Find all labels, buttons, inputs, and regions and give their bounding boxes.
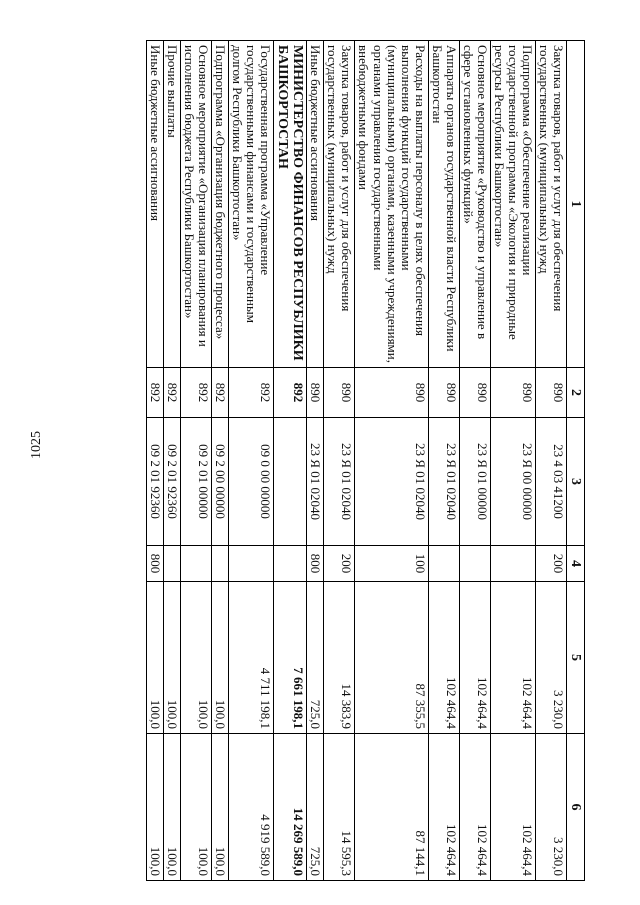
header-col-6: 6 <box>566 734 584 881</box>
cell-name: Государственная программа «Управление государственными финансами и государственным долгом Республики Башкортостан» <box>229 41 274 368</box>
cell-expense-type: 200 <box>535 546 566 582</box>
table-row <box>459 41 490 881</box>
cell-amount-year-2: 102 464,4 <box>459 734 490 881</box>
header-col-5: 5 <box>566 582 584 734</box>
table-row <box>535 41 566 881</box>
header-col-3: 3 <box>566 418 584 546</box>
cell-grbs-code: 892 <box>274 368 307 418</box>
cell-expense-type <box>459 546 490 582</box>
cell-target-article: 09 2 01 92360 <box>163 418 180 546</box>
cell-target-article: 09 2 01 92360 <box>146 418 163 546</box>
cell-grbs-code: 892 <box>229 368 274 418</box>
cell-grbs-code: 892 <box>212 368 229 418</box>
cell-target-article: 23 4 03 41200 <box>535 418 566 546</box>
cell-grbs-code: 890 <box>428 368 459 418</box>
cell-name: МИНИСТЕРСТВО ФИНАНСОВ РЕСПУБЛИКИ БАШКОРТОСТАН <box>274 41 307 368</box>
cell-name: Расходы на выплаты персоналу в целях обеспечения выполнения функций государственными (муниципальными) органами, казенными учреждениями, органами управления государственными внебюджетными фондами <box>355 41 428 368</box>
cell-target-article: 23 Я 01 02040 <box>324 418 355 546</box>
table-row <box>307 41 324 881</box>
table-row <box>229 41 274 881</box>
cell-expense-type <box>229 546 274 582</box>
cell-target-article: 23 Я 01 00000 <box>459 418 490 546</box>
cell-amount-year-1: 87 355,5 <box>355 582 428 734</box>
cell-name: Иные бюджетные ассигнования <box>146 41 163 368</box>
cell-name: Прочие выплаты <box>163 41 180 368</box>
cell-name: Подпрограмма «Обеспечение реализации государственной программы «Экология и природные ресурсы Республики Башкортостан» <box>490 41 535 368</box>
cell-target-article: 09 2 01 00000 <box>180 418 211 546</box>
table-row <box>324 41 355 881</box>
cell-amount-year-2: 87 144,1 <box>355 734 428 881</box>
cell-grbs-code: 890 <box>324 368 355 418</box>
cell-amount-year-2: 3 230,0 <box>535 734 566 881</box>
cell-expense-type <box>180 546 211 582</box>
cell-target-article: 23 Я 00 00000 <box>490 418 535 546</box>
cell-amount-year-2: 14 595,3 <box>324 734 355 881</box>
table-row <box>146 41 163 881</box>
cell-amount-year-1: 100,0 <box>212 582 229 734</box>
table-row <box>180 41 211 881</box>
cell-name: Закупка товаров, работ и услуг для обеспечения государственных (муниципальных) нужд <box>324 41 355 368</box>
cell-target-article <box>274 418 307 546</box>
cell-target-article: 23 Я 01 02040 <box>355 418 428 546</box>
cell-target-article: 23 Я 01 02040 <box>428 418 459 546</box>
cell-amount-year-1: 102 464,4 <box>490 582 535 734</box>
header-col-1: 1 <box>566 41 584 368</box>
table-header-row <box>566 41 584 881</box>
cell-expense-type <box>428 546 459 582</box>
cell-amount-year-2: 102 464,4 <box>428 734 459 881</box>
cell-name: Иные бюджетные ассигнования <box>307 41 324 368</box>
cell-amount-year-1: 102 464,4 <box>459 582 490 734</box>
cell-target-article: 23 Я 01 02040 <box>307 418 324 546</box>
cell-amount-year-1: 100,0 <box>180 582 211 734</box>
cell-name: Основное мероприятие «Руководство и управление в сфере установленных функций» <box>459 41 490 368</box>
cell-amount-year-1: 102 464,4 <box>428 582 459 734</box>
cell-target-article: 09 2 00 00000 <box>212 418 229 546</box>
cell-grbs-code: 890 <box>490 368 535 418</box>
cell-amount-year-2: 102 464,4 <box>490 734 535 881</box>
cell-expense-type <box>163 546 180 582</box>
cell-expense-type: 800 <box>146 546 163 582</box>
cell-amount-year-1: 100,0 <box>146 582 163 734</box>
page-number: 1025 <box>29 431 44 459</box>
cell-amount-year-1: 4 711 198,1 <box>229 582 274 734</box>
cell-amount-year-2: 4 919 589,0 <box>229 734 274 881</box>
cell-name: Аппараты органов государственной власти Республики Башкортостан <box>428 41 459 368</box>
table-row <box>428 41 459 881</box>
cell-expense-type <box>274 546 307 582</box>
table-row <box>163 41 180 881</box>
table-row <box>355 41 428 881</box>
cell-amount-year-1: 725,0 <box>307 582 324 734</box>
header-col-2: 2 <box>566 368 584 418</box>
cell-amount-year-2: 100,0 <box>212 734 229 881</box>
table-row <box>212 41 229 881</box>
cell-amount-year-2: 100,0 <box>180 734 211 881</box>
cell-grbs-code: 892 <box>163 368 180 418</box>
cell-amount-year-1: 14 383,9 <box>324 582 355 734</box>
cell-target-article: 09 0 00 00000 <box>229 418 274 546</box>
table-row <box>274 41 307 881</box>
cell-expense-type: 200 <box>324 546 355 582</box>
cell-name: Закупка товаров, работ и услуг для обеспечения государственных (муниципальных) нужд <box>535 41 566 368</box>
cell-name: Основное мероприятие «Организация планирования и исполнения бюджета Республики Башкортостан» <box>180 41 211 368</box>
cell-grbs-code: 890 <box>535 368 566 418</box>
header-col-4: 4 <box>566 546 584 582</box>
cell-grbs-code: 890 <box>459 368 490 418</box>
cell-expense-type: 100 <box>355 546 428 582</box>
cell-expense-type <box>490 546 535 582</box>
cell-grbs-code: 892 <box>180 368 211 418</box>
cell-amount-year-2: 100,0 <box>146 734 163 881</box>
cell-amount-year-2: 14 269 589,0 <box>274 734 307 881</box>
cell-grbs-code: 890 <box>355 368 428 418</box>
cell-amount-year-1: 7 661 198,1 <box>274 582 307 734</box>
rotated-page-content <box>85 40 585 880</box>
cell-name: Подпрограмма «Организация бюджетного процесса» <box>212 41 229 368</box>
cell-amount-year-1: 100,0 <box>163 582 180 734</box>
cell-expense-type: 800 <box>307 546 324 582</box>
table-row <box>490 41 535 881</box>
cell-amount-year-1: 3 230,0 <box>535 582 566 734</box>
cell-amount-year-2: 100,0 <box>163 734 180 881</box>
cell-grbs-code: 890 <box>307 368 324 418</box>
budget-table <box>146 40 585 881</box>
cell-expense-type <box>212 546 229 582</box>
cell-grbs-code: 892 <box>146 368 163 418</box>
cell-amount-year-2: 725,0 <box>307 734 324 881</box>
table-body <box>146 41 566 881</box>
